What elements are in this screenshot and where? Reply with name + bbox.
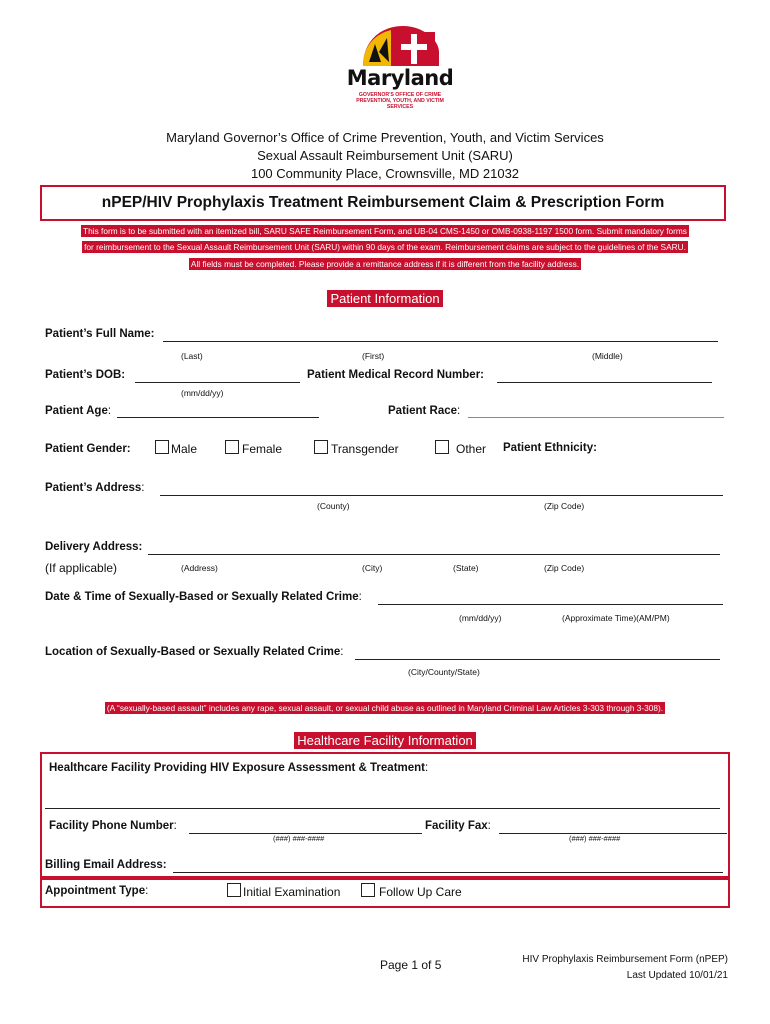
crime-date-hint: (mm/dd/yy) <box>459 613 502 623</box>
address-label-wrap: Patient’s Address: <box>45 482 145 494</box>
ethnicity-label: Patient Ethnicity: <box>503 442 597 454</box>
facility-section <box>0 732 770 750</box>
delivery-label: Delivery Address: <box>45 541 143 553</box>
crime-location-label-wrap: Location of Sexually-Based or Sexually Related Crime: <box>45 646 344 658</box>
gender-other-checkbox[interactable] <box>435 440 449 454</box>
facility-fax-label: Facility Fax <box>425 820 488 832</box>
address-field[interactable] <box>160 495 723 496</box>
mrn-field[interactable] <box>497 382 712 383</box>
appt-initial-checkbox[interactable] <box>227 883 241 897</box>
crime-location-hint: (City/County/State) <box>408 667 480 677</box>
footer-updated: Last Updated 10/01/21 <box>626 970 728 981</box>
gender-female-label: Female <box>242 442 283 456</box>
facility-providing-label-wrap: Healthcare Facility Providing HIV Exposure Assessment & Treatment: <box>49 762 429 774</box>
patient-section-heading: Patient Information <box>327 290 442 307</box>
delivery-city-hint: (City) <box>362 563 383 573</box>
race-field[interactable] <box>468 417 724 418</box>
age-label: Patient Age <box>45 405 108 417</box>
full-name-label: Patient’s Full Name: <box>45 328 155 340</box>
facility-name-field[interactable] <box>45 808 720 809</box>
county-hint: (County) <box>317 501 350 511</box>
patient-section <box>0 290 770 308</box>
crime-location-field[interactable] <box>355 659 720 660</box>
appt-followup-checkbox[interactable] <box>361 883 375 897</box>
gender-male-checkbox[interactable] <box>155 440 169 454</box>
assault-definition: (A “sexually-based assault” includes any rape, sexual assault, or sexual child abuse as outlined in Maryland Criminal Law Articles 3-303 through 3-308). <box>106 703 664 713</box>
footer-form-name: HIV Prophylaxis Reimbursement Form (nPEP) <box>522 954 728 965</box>
billing-email-label: Billing Email Address: <box>45 859 167 871</box>
dob-hint: (mm/dd/yy) <box>181 388 224 398</box>
facility-phone-hint: (###) ###-#### <box>273 834 325 843</box>
gender-female-checkbox[interactable] <box>225 440 239 454</box>
notice-line-1: This form is to be submitted with an itemized bill, SARU SAFE Reimbursement Form, and UB-04 CMS-1450 or OMB-0938-1197 1500 form. Submit mandatory forms <box>83 226 687 236</box>
zip-hint: (Zip Code) <box>544 501 585 511</box>
race-label-wrap: Patient Race: <box>388 405 461 417</box>
notice-line-2: for reimbursement to the Sexual Assault Reimbursement Unit (SARU) within 90 days of the exam. Reimbursement claims are subject to the guidelines of the SARU. <box>84 242 686 252</box>
if-applicable-note: (If applicable) <box>45 561 118 575</box>
facility-phone-label-wrap: Facility Phone Number: <box>49 820 177 832</box>
address-label: Patient’s Address <box>45 482 142 494</box>
dob-label: Patient’s DOB: <box>45 369 126 381</box>
crime-time-hint: (Approximate Time)(AM/PM) <box>562 613 670 623</box>
delivery-zip-hint: (Zip Code) <box>544 563 585 573</box>
appointment-label-wrap: Appointment Type: <box>45 885 149 897</box>
form-title: nPEP/HIV Prophylaxis Treatment Reimbursement Claim & Prescription Form <box>40 185 726 221</box>
first-name-hint: (First) <box>362 351 385 361</box>
gender-label: Patient Gender: <box>45 443 131 455</box>
crime-location-label: Location of Sexually-Based or Sexually Related Crime <box>45 646 341 658</box>
facility-section-heading: Healthcare Facility Information <box>294 732 476 749</box>
gender-transgender-label: Transgender <box>331 442 399 456</box>
last-name-hint: (Last) <box>181 351 203 361</box>
facility-providing-label: Healthcare Facility Providing HIV Exposure Assessment & Treatment <box>49 762 426 774</box>
middle-name-hint: (Middle) <box>592 351 623 361</box>
full-name-field[interactable] <box>163 341 718 342</box>
maryland-flag-icon <box>345 22 455 68</box>
race-label: Patient Race <box>388 405 458 417</box>
crime-datetime-label: Date & Time of Sexually-Based or Sexually Related Crime <box>45 591 359 603</box>
dob-field[interactable] <box>135 382 300 383</box>
org-address: 100 Community Place, Crownsville, MD 21032 <box>250 166 520 181</box>
page-number: Page 1 of 5 <box>380 958 442 972</box>
facility-phone-label: Facility Phone Number <box>49 820 174 832</box>
maryland-logo <box>345 22 455 118</box>
appointment-label: Appointment Type <box>45 885 146 897</box>
mrn-label: Patient Medical Record Number: <box>307 369 485 381</box>
facility-fax-label-wrap: Facility Fax: <box>425 820 491 832</box>
age-field[interactable] <box>117 417 319 418</box>
gender-other-label: Other <box>456 442 487 456</box>
gender-transgender-checkbox[interactable] <box>314 440 328 454</box>
org-unit: Sexual Assault Reimbursement Unit (SARU) <box>257 148 513 163</box>
appt-followup-label: Follow Up Care <box>379 885 462 899</box>
logo-wordmark: Maryland <box>346 66 454 90</box>
billing-email-field[interactable] <box>173 872 723 873</box>
age-label-wrap: Patient Age: <box>45 405 112 417</box>
facility-fax-hint: (###) ###-#### <box>569 834 621 843</box>
gender-male-label: Male <box>171 442 198 456</box>
notice-line-3: All fields must be completed. Please provide a remittance address if it is different from the facility address. <box>190 259 580 269</box>
appt-initial-label: Initial Examination <box>243 885 341 899</box>
org-name: Maryland Governor’s Office of Crime Prevention, Youth, and Victim Services <box>166 130 604 145</box>
crime-datetime-label-wrap: Date & Time of Sexually-Based or Sexually Related Crime: <box>45 591 362 603</box>
delivery-state-hint: (State) <box>453 563 479 573</box>
crime-datetime-field[interactable] <box>378 604 723 605</box>
logo-subtitle: GOVERNOR'S OFFICE OF CRIME PREVENTION, YOUTH, AND VICTIM SERVICES <box>356 92 444 110</box>
delivery-field[interactable] <box>148 554 720 555</box>
delivery-address-hint: (Address) <box>181 563 218 573</box>
